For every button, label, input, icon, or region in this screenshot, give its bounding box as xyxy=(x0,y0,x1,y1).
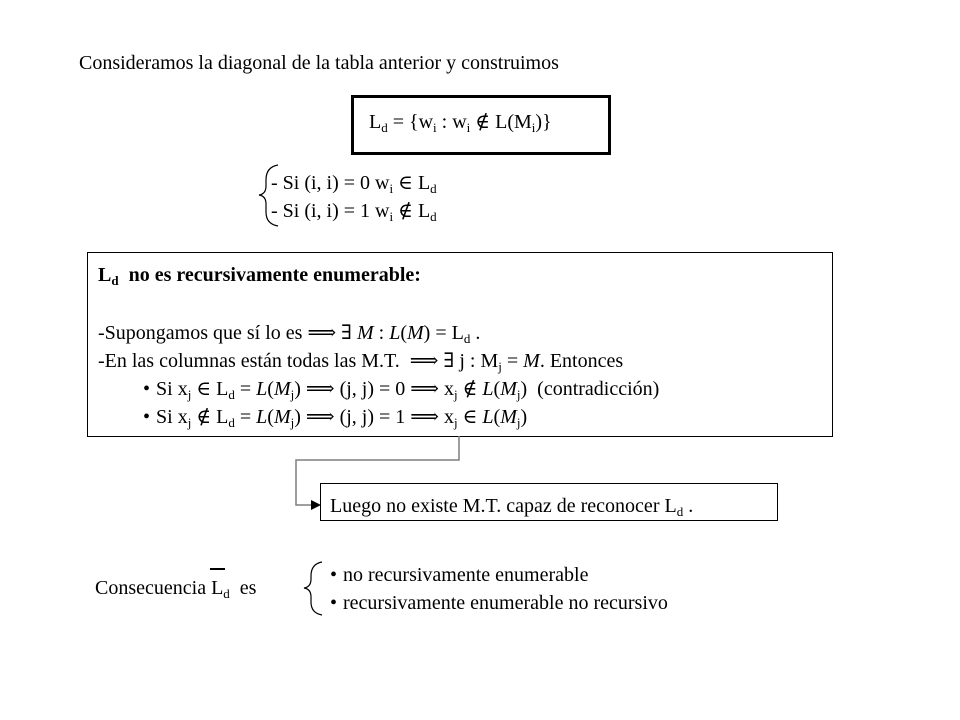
proof-title: $L_d$ no es recursivamente enumerable: xyxy=(98,264,421,288)
case-row: - Si (i, i) = 0 $w_i$ ∈ $L_d$ xyxy=(271,172,437,196)
definition-formula: $L_d = \{w_i$ : $w_i$ ∉ $L(M_i)$} xyxy=(369,111,552,135)
proof-bullet: • Si $x_j$ ∉ $L_d = L(M_j)$ ⟹ (j, j) = 1 ⟹ $x_j$ ∈ $L(M_j)$ xyxy=(143,406,528,430)
consequence-option: • no recursivamente enumerable xyxy=(330,564,589,586)
consequence-option: • recursivamente enumerable no recursivo xyxy=(330,592,668,614)
conclusion-text: Luego no existe M.T. capaz de reconocer $L_d$ . xyxy=(330,495,694,519)
case-row: - Si (i, i) = 1 $w_i$ ∉ $L_d$ xyxy=(271,200,437,224)
consequence-label: Consecuencia $L_d$ es xyxy=(95,578,256,598)
proof-line-1: -Supongamos que sí lo es ⟹ ∃ M : $L(M) = L_d$ . xyxy=(98,322,481,346)
proof-line-2: -En las columnas están todas las M.T. ⟹ ∃ j : $M_j = M$. Entonces xyxy=(98,350,624,374)
intro-text: Consideramos la diagonal de la tabla anterior y construimos xyxy=(79,52,559,74)
proof-bullet: • Si $x_j$ ∈ $L_d = L(M_j)$ ⟹ (j, j) = 0 ⟹ $x_j$ ∉ $L(M_j)$ (contradicción) xyxy=(143,378,660,402)
